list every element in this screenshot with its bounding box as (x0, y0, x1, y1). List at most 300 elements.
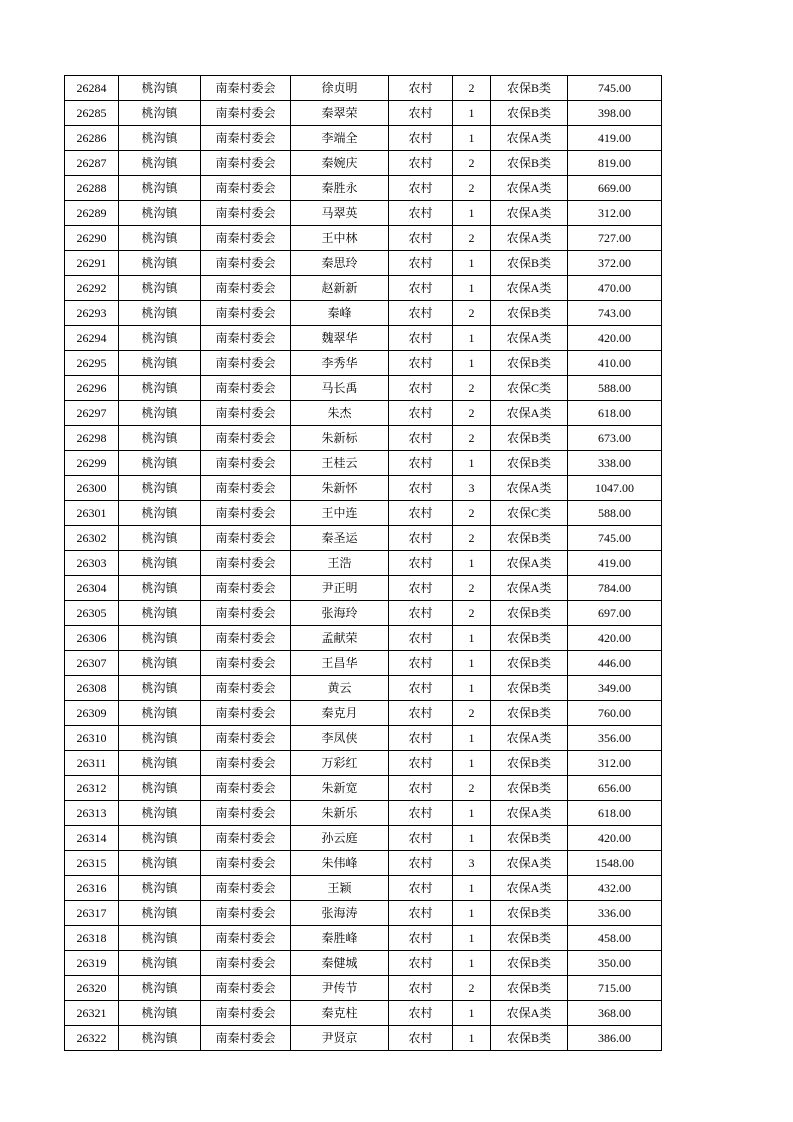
cell-person-name: 秦克柱 (291, 1001, 389, 1026)
cell-person-count: 3 (453, 476, 491, 501)
cell-insurance-category: 农保B类 (491, 776, 568, 801)
cell-record-id: 26298 (65, 426, 119, 451)
table-row (65, 926, 662, 951)
table-row (65, 776, 662, 801)
cell-village-committee: 南秦村委会 (201, 876, 291, 901)
table-row (65, 676, 662, 701)
cell-record-id: 26289 (65, 201, 119, 226)
cell-person-name: 魏翠华 (291, 326, 389, 351)
cell-town: 桃沟镇 (119, 1001, 201, 1026)
table-row (65, 801, 662, 826)
cell-town: 桃沟镇 (119, 126, 201, 151)
cell-record-id: 26301 (65, 501, 119, 526)
cell-village-committee: 南秦村委会 (201, 351, 291, 376)
cell-person-count: 1 (453, 351, 491, 376)
table-row (65, 1001, 662, 1026)
cell-insurance-category: 农保B类 (491, 251, 568, 276)
cell-town: 桃沟镇 (119, 776, 201, 801)
cell-residence-type: 农村 (389, 476, 453, 501)
cell-village-committee: 南秦村委会 (201, 1026, 291, 1051)
cell-town: 桃沟镇 (119, 951, 201, 976)
table-row (65, 251, 662, 276)
cell-town: 桃沟镇 (119, 901, 201, 926)
cell-insurance-category: 农保A类 (491, 201, 568, 226)
cell-person-count: 2 (453, 976, 491, 1001)
cell-person-name: 王昌华 (291, 651, 389, 676)
cell-village-committee: 南秦村委会 (201, 801, 291, 826)
cell-person-count: 2 (453, 426, 491, 451)
cell-amount: 338.00 (568, 451, 662, 476)
cell-residence-type: 农村 (389, 926, 453, 951)
cell-residence-type: 农村 (389, 401, 453, 426)
cell-person-name: 孟献荣 (291, 626, 389, 651)
cell-residence-type: 农村 (389, 826, 453, 851)
cell-person-name: 秦胜永 (291, 176, 389, 201)
table-row (65, 826, 662, 851)
cell-record-id: 26320 (65, 976, 119, 1001)
cell-person-count: 1 (453, 276, 491, 301)
cell-person-count: 2 (453, 776, 491, 801)
cell-village-committee: 南秦村委会 (201, 976, 291, 1001)
cell-village-committee: 南秦村委会 (201, 451, 291, 476)
cell-town: 桃沟镇 (119, 926, 201, 951)
cell-insurance-category: 农保A类 (491, 576, 568, 601)
cell-record-id: 26315 (65, 851, 119, 876)
cell-town: 桃沟镇 (119, 451, 201, 476)
cell-person-count: 2 (453, 376, 491, 401)
cell-record-id: 26321 (65, 1001, 119, 1026)
cell-amount: 368.00 (568, 1001, 662, 1026)
cell-village-committee: 南秦村委会 (201, 176, 291, 201)
cell-amount: 420.00 (568, 626, 662, 651)
cell-record-id: 26285 (65, 101, 119, 126)
table-row (65, 851, 662, 876)
cell-town: 桃沟镇 (119, 851, 201, 876)
cell-town: 桃沟镇 (119, 201, 201, 226)
table-row (65, 576, 662, 601)
cell-town: 桃沟镇 (119, 726, 201, 751)
table-row (65, 751, 662, 776)
cell-person-name: 朱新怀 (291, 476, 389, 501)
cell-amount: 336.00 (568, 901, 662, 926)
cell-insurance-category: 农保B类 (491, 301, 568, 326)
cell-village-committee: 南秦村委会 (201, 851, 291, 876)
cell-insurance-category: 农保C类 (491, 501, 568, 526)
cell-town: 桃沟镇 (119, 701, 201, 726)
cell-insurance-category: 农保B类 (491, 426, 568, 451)
cell-record-id: 26322 (65, 1026, 119, 1051)
table-row (65, 426, 662, 451)
cell-residence-type: 农村 (389, 576, 453, 601)
cell-insurance-category: 农保B类 (491, 751, 568, 776)
cell-amount: 420.00 (568, 826, 662, 851)
cell-person-name: 李端全 (291, 126, 389, 151)
cell-village-committee: 南秦村委会 (201, 276, 291, 301)
table-row (65, 551, 662, 576)
cell-amount: 312.00 (568, 201, 662, 226)
cell-amount: 784.00 (568, 576, 662, 601)
cell-residence-type: 农村 (389, 176, 453, 201)
cell-record-id: 26312 (65, 776, 119, 801)
cell-person-name: 朱新标 (291, 426, 389, 451)
cell-residence-type: 农村 (389, 376, 453, 401)
cell-amount: 618.00 (568, 401, 662, 426)
cell-residence-type: 农村 (389, 676, 453, 701)
cell-residence-type: 农村 (389, 976, 453, 1001)
cell-record-id: 26296 (65, 376, 119, 401)
cell-insurance-category: 农保A类 (491, 476, 568, 501)
cell-amount: 1047.00 (568, 476, 662, 501)
cell-insurance-category: 农保A类 (491, 401, 568, 426)
cell-person-name: 张海涛 (291, 901, 389, 926)
cell-village-committee: 南秦村委会 (201, 676, 291, 701)
cell-insurance-category: 农保B类 (491, 1026, 568, 1051)
cell-village-committee: 南秦村委会 (201, 626, 291, 651)
cell-insurance-category: 农保C类 (491, 376, 568, 401)
cell-amount: 419.00 (568, 551, 662, 576)
cell-residence-type: 农村 (389, 76, 453, 101)
cell-town: 桃沟镇 (119, 426, 201, 451)
cell-record-id: 26284 (65, 76, 119, 101)
cell-village-committee: 南秦村委会 (201, 601, 291, 626)
cell-residence-type: 农村 (389, 726, 453, 751)
cell-town: 桃沟镇 (119, 376, 201, 401)
cell-residence-type: 农村 (389, 751, 453, 776)
cell-record-id: 26306 (65, 626, 119, 651)
cell-amount: 312.00 (568, 751, 662, 776)
cell-person-name: 马翠英 (291, 201, 389, 226)
cell-town: 桃沟镇 (119, 976, 201, 1001)
cell-insurance-category: 农保B类 (491, 351, 568, 376)
cell-amount: 673.00 (568, 426, 662, 451)
cell-residence-type: 农村 (389, 351, 453, 376)
cell-residence-type: 农村 (389, 1026, 453, 1051)
cell-person-count: 1 (453, 451, 491, 476)
cell-residence-type: 农村 (389, 651, 453, 676)
cell-village-committee: 南秦村委会 (201, 376, 291, 401)
cell-record-id: 26287 (65, 151, 119, 176)
cell-insurance-category: 农保A类 (491, 551, 568, 576)
cell-record-id: 26309 (65, 701, 119, 726)
cell-amount: 349.00 (568, 676, 662, 701)
cell-amount: 386.00 (568, 1026, 662, 1051)
cell-amount: 458.00 (568, 926, 662, 951)
table-row (65, 651, 662, 676)
table-row (65, 201, 662, 226)
cell-record-id: 26310 (65, 726, 119, 751)
cell-village-committee: 南秦村委会 (201, 701, 291, 726)
table-row (65, 276, 662, 301)
cell-person-name: 秦思玲 (291, 251, 389, 276)
table-row (65, 501, 662, 526)
cell-insurance-category: 农保B类 (491, 651, 568, 676)
table-row (65, 1026, 662, 1051)
cell-town: 桃沟镇 (119, 401, 201, 426)
cell-amount: 715.00 (568, 976, 662, 1001)
table-row (65, 451, 662, 476)
cell-residence-type: 农村 (389, 801, 453, 826)
cell-insurance-category: 农保A类 (491, 276, 568, 301)
cell-residence-type: 农村 (389, 151, 453, 176)
cell-residence-type: 农村 (389, 501, 453, 526)
table-row (65, 126, 662, 151)
cell-village-committee: 南秦村委会 (201, 151, 291, 176)
cell-person-name: 王浩 (291, 551, 389, 576)
cell-village-committee: 南秦村委会 (201, 426, 291, 451)
cell-record-id: 26291 (65, 251, 119, 276)
cell-insurance-category: 农保A类 (491, 226, 568, 251)
cell-person-name: 尹正明 (291, 576, 389, 601)
cell-amount: 669.00 (568, 176, 662, 201)
table-row (65, 601, 662, 626)
cell-town: 桃沟镇 (119, 76, 201, 101)
cell-amount: 656.00 (568, 776, 662, 801)
cell-town: 桃沟镇 (119, 301, 201, 326)
cell-insurance-category: 农保B类 (491, 901, 568, 926)
cell-residence-type: 农村 (389, 951, 453, 976)
cell-town: 桃沟镇 (119, 1026, 201, 1051)
cell-amount: 350.00 (568, 951, 662, 976)
cell-town: 桃沟镇 (119, 576, 201, 601)
cell-town: 桃沟镇 (119, 551, 201, 576)
cell-person-count: 2 (453, 301, 491, 326)
cell-village-committee: 南秦村委会 (201, 576, 291, 601)
cell-town: 桃沟镇 (119, 276, 201, 301)
cell-amount: 745.00 (568, 526, 662, 551)
cell-amount: 398.00 (568, 101, 662, 126)
table-row (65, 401, 662, 426)
cell-person-count: 2 (453, 401, 491, 426)
cell-person-name: 秦翠荣 (291, 101, 389, 126)
table-row (65, 376, 662, 401)
cell-amount: 1548.00 (568, 851, 662, 876)
cell-amount: 410.00 (568, 351, 662, 376)
cell-town: 桃沟镇 (119, 151, 201, 176)
cell-insurance-category: 农保A类 (491, 326, 568, 351)
cell-town: 桃沟镇 (119, 101, 201, 126)
cell-person-name: 张海玲 (291, 601, 389, 626)
cell-person-count: 2 (453, 151, 491, 176)
cell-village-committee: 南秦村委会 (201, 651, 291, 676)
cell-insurance-category: 农保A类 (491, 1001, 568, 1026)
cell-person-name: 秦克月 (291, 701, 389, 726)
cell-town: 桃沟镇 (119, 226, 201, 251)
cell-village-committee: 南秦村委会 (201, 751, 291, 776)
cell-town: 桃沟镇 (119, 676, 201, 701)
cell-person-count: 1 (453, 926, 491, 951)
cell-person-name: 马长禹 (291, 376, 389, 401)
cell-record-id: 26303 (65, 551, 119, 576)
cell-person-name: 秦婉庆 (291, 151, 389, 176)
cell-person-count: 1 (453, 201, 491, 226)
cell-town: 桃沟镇 (119, 826, 201, 851)
cell-residence-type: 农村 (389, 276, 453, 301)
cell-residence-type: 农村 (389, 201, 453, 226)
cell-residence-type: 农村 (389, 451, 453, 476)
cell-person-name: 赵新新 (291, 276, 389, 301)
cell-village-committee: 南秦村委会 (201, 951, 291, 976)
cell-person-count: 1 (453, 1026, 491, 1051)
cell-record-id: 26311 (65, 751, 119, 776)
cell-person-name: 秦峰 (291, 301, 389, 326)
cell-record-id: 26297 (65, 401, 119, 426)
cell-village-committee: 南秦村委会 (201, 76, 291, 101)
cell-village-committee: 南秦村委会 (201, 501, 291, 526)
cell-record-id: 26292 (65, 276, 119, 301)
cell-town: 桃沟镇 (119, 476, 201, 501)
table-row (65, 151, 662, 176)
cell-person-name: 李凤侠 (291, 726, 389, 751)
cell-insurance-category: 农保B类 (491, 526, 568, 551)
cell-record-id: 26304 (65, 576, 119, 601)
cell-person-count: 2 (453, 526, 491, 551)
cell-insurance-category: 农保A类 (491, 876, 568, 901)
cell-person-count: 1 (453, 251, 491, 276)
cell-village-committee: 南秦村委会 (201, 401, 291, 426)
cell-town: 桃沟镇 (119, 176, 201, 201)
cell-residence-type: 农村 (389, 526, 453, 551)
cell-insurance-category: 农保B类 (491, 76, 568, 101)
cell-record-id: 26286 (65, 126, 119, 151)
cell-town: 桃沟镇 (119, 526, 201, 551)
cell-record-id: 26319 (65, 951, 119, 976)
cell-person-name: 王颖 (291, 876, 389, 901)
cell-record-id: 26313 (65, 801, 119, 826)
cell-person-name: 孙云庭 (291, 826, 389, 851)
cell-residence-type: 农村 (389, 901, 453, 926)
cell-person-count: 1 (453, 901, 491, 926)
cell-person-count: 1 (453, 651, 491, 676)
cell-person-name: 李秀华 (291, 351, 389, 376)
table-row (65, 701, 662, 726)
cell-residence-type: 农村 (389, 426, 453, 451)
cell-person-name: 黄云 (291, 676, 389, 701)
cell-town: 桃沟镇 (119, 601, 201, 626)
table-row (65, 976, 662, 1001)
cell-town: 桃沟镇 (119, 251, 201, 276)
cell-person-count: 1 (453, 676, 491, 701)
cell-insurance-category: 农保B类 (491, 701, 568, 726)
cell-insurance-category: 农保B类 (491, 976, 568, 1001)
cell-town: 桃沟镇 (119, 801, 201, 826)
cell-record-id: 26314 (65, 826, 119, 851)
cell-insurance-category: 农保B类 (491, 826, 568, 851)
cell-residence-type: 农村 (389, 701, 453, 726)
cell-record-id: 26318 (65, 926, 119, 951)
cell-insurance-category: 农保B类 (491, 626, 568, 651)
cell-insurance-category: 农保B类 (491, 151, 568, 176)
cell-person-name: 朱新乐 (291, 801, 389, 826)
cell-insurance-category: 农保B类 (491, 601, 568, 626)
cell-village-committee: 南秦村委会 (201, 526, 291, 551)
cell-record-id: 26302 (65, 526, 119, 551)
cell-residence-type: 农村 (389, 851, 453, 876)
cell-person-name: 尹传节 (291, 976, 389, 1001)
cell-person-name: 徐贞明 (291, 76, 389, 101)
table-row (65, 301, 662, 326)
table-row (65, 101, 662, 126)
cell-residence-type: 农村 (389, 776, 453, 801)
cell-person-count: 1 (453, 126, 491, 151)
cell-amount: 420.00 (568, 326, 662, 351)
cell-insurance-category: 农保B类 (491, 926, 568, 951)
cell-amount: 372.00 (568, 251, 662, 276)
cell-person-count: 2 (453, 226, 491, 251)
cell-person-name: 万彩红 (291, 751, 389, 776)
cell-village-committee: 南秦村委会 (201, 901, 291, 926)
cell-person-count: 1 (453, 101, 491, 126)
cell-town: 桃沟镇 (119, 326, 201, 351)
cell-person-name: 王中连 (291, 501, 389, 526)
table-row (65, 476, 662, 501)
cell-person-name: 朱杰 (291, 401, 389, 426)
cell-insurance-category: 农保A类 (491, 126, 568, 151)
cell-insurance-category: 农保B类 (491, 101, 568, 126)
cell-residence-type: 农村 (389, 101, 453, 126)
cell-amount: 697.00 (568, 601, 662, 626)
cell-person-count: 1 (453, 726, 491, 751)
cell-person-name: 朱新宽 (291, 776, 389, 801)
cell-amount: 356.00 (568, 726, 662, 751)
cell-record-id: 26288 (65, 176, 119, 201)
cell-amount: 727.00 (568, 226, 662, 251)
cell-village-committee: 南秦村委会 (201, 826, 291, 851)
cell-town: 桃沟镇 (119, 501, 201, 526)
table-row (65, 876, 662, 901)
cell-amount: 419.00 (568, 126, 662, 151)
cell-person-count: 1 (453, 626, 491, 651)
cell-amount: 760.00 (568, 701, 662, 726)
cell-record-id: 26317 (65, 901, 119, 926)
cell-person-name: 朱伟峰 (291, 851, 389, 876)
cell-town: 桃沟镇 (119, 751, 201, 776)
cell-person-count: 1 (453, 826, 491, 851)
cell-record-id: 26290 (65, 226, 119, 251)
cell-village-committee: 南秦村委会 (201, 326, 291, 351)
cell-amount: 743.00 (568, 301, 662, 326)
cell-residence-type: 农村 (389, 551, 453, 576)
cell-person-count: 1 (453, 951, 491, 976)
cell-amount: 470.00 (568, 276, 662, 301)
cell-residence-type: 农村 (389, 326, 453, 351)
table-row (65, 726, 662, 751)
cell-amount: 588.00 (568, 501, 662, 526)
cell-record-id: 26305 (65, 601, 119, 626)
cell-village-committee: 南秦村委会 (201, 301, 291, 326)
cell-amount: 588.00 (568, 376, 662, 401)
cell-person-count: 3 (453, 851, 491, 876)
cell-person-name: 秦圣运 (291, 526, 389, 551)
table-row (65, 176, 662, 201)
cell-person-name: 尹贤京 (291, 1026, 389, 1051)
table-row (65, 951, 662, 976)
cell-insurance-category: 农保B类 (491, 676, 568, 701)
cell-record-id: 26308 (65, 676, 119, 701)
cell-person-count: 2 (453, 76, 491, 101)
cell-insurance-category: 农保B类 (491, 951, 568, 976)
cell-insurance-category: 农保A类 (491, 726, 568, 751)
table-row (65, 326, 662, 351)
cell-village-committee: 南秦村委会 (201, 226, 291, 251)
cell-residence-type: 农村 (389, 1001, 453, 1026)
cell-town: 桃沟镇 (119, 876, 201, 901)
cell-insurance-category: 农保B类 (491, 451, 568, 476)
cell-record-id: 26294 (65, 326, 119, 351)
table-row (65, 626, 662, 651)
cell-person-name: 王中林 (291, 226, 389, 251)
cell-town: 桃沟镇 (119, 351, 201, 376)
cell-person-count: 1 (453, 801, 491, 826)
